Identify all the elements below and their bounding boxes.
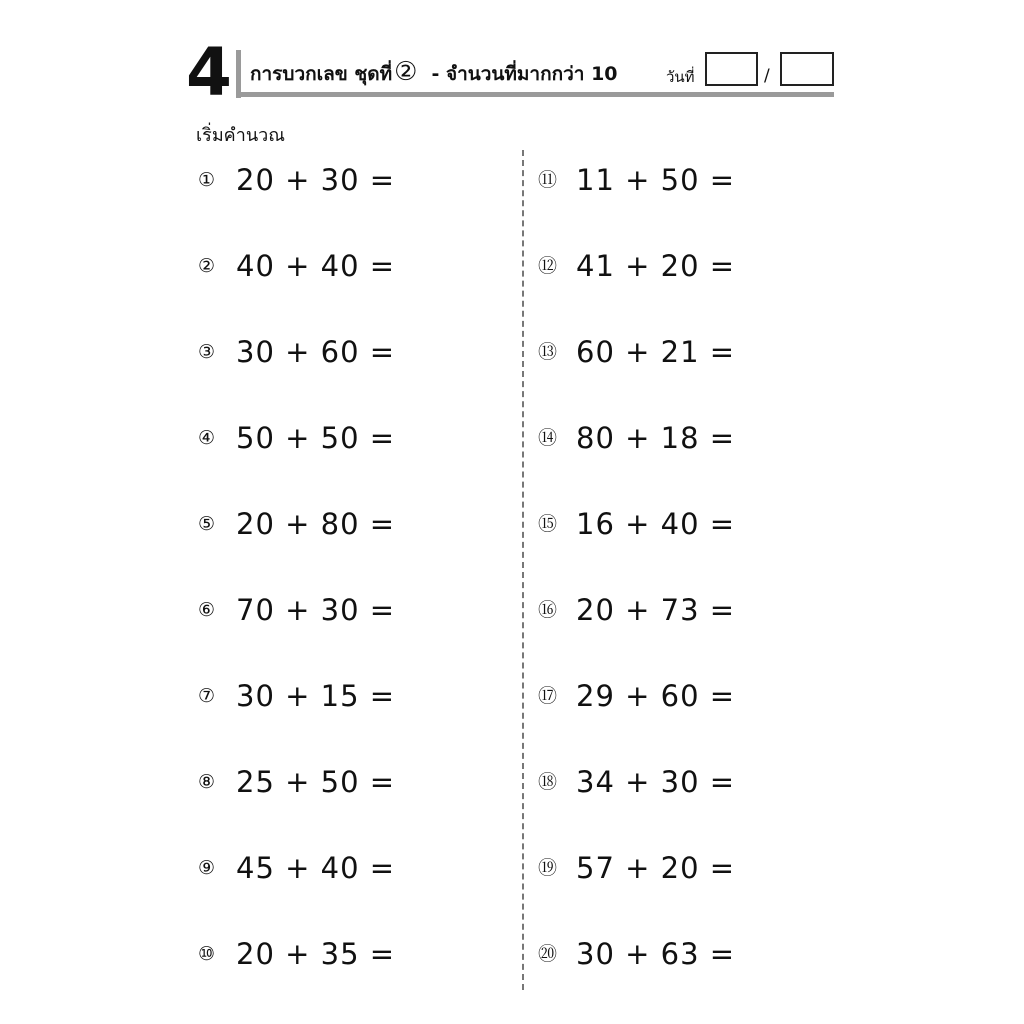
problem-expression: 25 + 50 = — [236, 765, 396, 799]
title-underline — [236, 92, 834, 97]
problem-7 — [198, 672, 395, 758]
problem-expression: 70 + 30 = — [236, 593, 396, 627]
page-number: 4 — [186, 34, 232, 111]
problem-expression: 34 + 30 = — [576, 765, 736, 799]
problem-expression: 20 + 80 = — [236, 507, 396, 541]
problem-9 — [198, 844, 395, 930]
problem-number: ⑦ — [198, 685, 216, 707]
problem-10 — [198, 930, 395, 1016]
worksheet-title — [250, 58, 618, 88]
problem-5 — [198, 500, 395, 586]
problem-expression: 16 + 40 = — [576, 507, 736, 541]
problem-expression: 80 + 18 = — [576, 421, 736, 455]
problem-number: ⑥ — [198, 599, 216, 621]
problem-number: ⑯ — [538, 599, 558, 621]
problem-number: ④ — [198, 427, 216, 449]
problem-column-right — [538, 156, 735, 1016]
date-month-box[interactable] — [780, 52, 834, 86]
problem-13 — [538, 328, 735, 414]
problem-expression: 60 + 21 = — [576, 335, 736, 369]
problem-number: ⑫ — [538, 255, 558, 277]
problem-expression: 30 + 63 = — [576, 937, 736, 971]
problem-expression: 57 + 20 = — [576, 851, 736, 885]
problem-14 — [538, 414, 735, 500]
problem-number: ⑭ — [538, 427, 558, 449]
problem-number: ② — [198, 255, 216, 277]
problem-expression: 29 + 60 = — [576, 679, 736, 713]
problem-number: ⑪ — [538, 169, 558, 191]
date-day-box[interactable] — [705, 52, 758, 86]
problem-2 — [198, 242, 395, 328]
problem-20 — [538, 930, 735, 1016]
problem-number: ⑳ — [538, 943, 558, 965]
problem-16 — [538, 586, 735, 672]
problem-expression: 45 + 40 = — [236, 851, 396, 885]
problem-11 — [538, 156, 735, 242]
column-divider — [522, 150, 524, 990]
problem-expression: 11 + 50 = — [576, 163, 736, 197]
problem-17 — [538, 672, 735, 758]
problem-expression: 20 + 35 = — [236, 937, 396, 971]
set-number: ② — [394, 57, 418, 87]
problem-column-left — [198, 156, 395, 1016]
problem-number: ⑮ — [538, 513, 558, 535]
problem-expression: 40 + 40 = — [236, 249, 396, 283]
problem-number: ⑤ — [198, 513, 216, 535]
date-separator: / — [764, 66, 770, 86]
title-prefix: การบวกเลข ชุดที่ — [250, 63, 393, 85]
date-label: วันที่ — [666, 68, 695, 86]
problem-number: ⑲ — [538, 857, 558, 879]
problem-4 — [198, 414, 395, 500]
problem-number: ⑨ — [198, 857, 216, 879]
problem-18 — [538, 758, 735, 844]
problem-expression: 50 + 50 = — [236, 421, 396, 455]
problem-expression: 30 + 60 = — [236, 335, 396, 369]
problem-number: ① — [198, 169, 216, 191]
problem-number: ⑬ — [538, 341, 558, 363]
problem-expression: 41 + 20 = — [576, 249, 736, 283]
problem-number: ③ — [198, 341, 216, 363]
problem-number: ⑱ — [538, 771, 558, 793]
start-label: เริ่มคำนวณ — [196, 125, 285, 146]
problem-12 — [538, 242, 735, 328]
problem-number: ⑰ — [538, 685, 558, 707]
problem-expression: 20 + 73 = — [576, 593, 736, 627]
problem-1 — [198, 156, 395, 242]
problem-number: ⑧ — [198, 771, 216, 793]
problem-8 — [198, 758, 395, 844]
problem-number: ⑩ — [198, 943, 216, 965]
problem-6 — [198, 586, 395, 672]
title-suffix: - จำนวนที่มากกว่า 10 — [431, 63, 618, 85]
problem-expression: 20 + 30 = — [236, 163, 396, 197]
problem-expression: 30 + 15 = — [236, 679, 396, 713]
problem-15 — [538, 500, 735, 586]
problem-3 — [198, 328, 395, 414]
problem-19 — [538, 844, 735, 930]
title-accent-bar — [236, 50, 241, 98]
